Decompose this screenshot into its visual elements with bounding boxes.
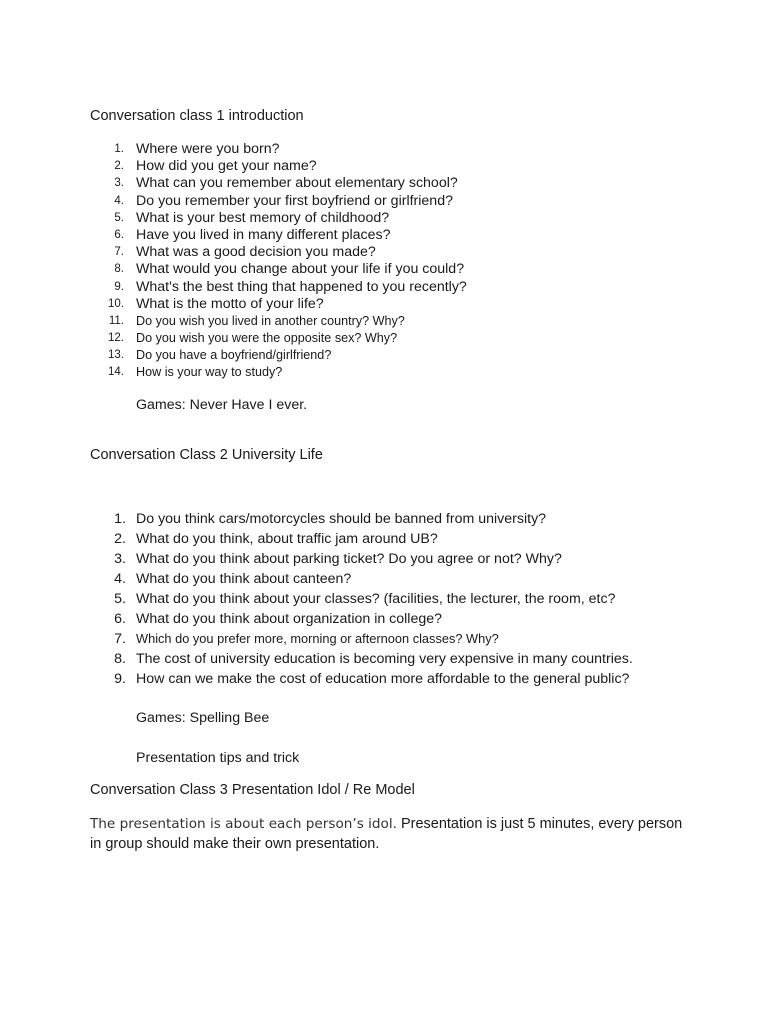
item-number: 12.	[108, 332, 124, 345]
item-number: 5.	[114, 211, 124, 224]
item-number: 2.	[114, 160, 124, 173]
item-text: What do you think about organization in college?	[136, 611, 443, 627]
item-number: 1.	[114, 143, 124, 155]
item-text: Which do you prefer more, morning or afternoon classes? Why?	[136, 631, 499, 646]
item-text: What do you think about canteen?	[136, 571, 352, 587]
item-text: What's the best thing that happened to you recently?	[136, 278, 467, 295]
item-text: What is your best memory of childhood?	[136, 209, 390, 226]
item-text: What would you change about your life if you could?	[136, 261, 465, 278]
section-2-title: Conversation Class 2 University Life	[90, 447, 323, 463]
item-number: 4.	[114, 571, 126, 587]
item-number: 8.	[114, 651, 126, 667]
paragraph-part-2: Presentation is just 5 minutes, every person in group should make their own presentation.	[90, 816, 683, 852]
section-1-games: Games: Never Have I ever.	[136, 397, 308, 413]
item-text: Do you wish you were the opposite sex? Why?	[136, 331, 398, 346]
item-text: Do you remember your first boyfriend or girlfriend?	[136, 192, 453, 209]
item-text: Do you have a boyfriend/girlfriend?	[136, 348, 332, 363]
item-text: What was a good decision you made?	[136, 244, 376, 261]
item-text: How is your way to study?	[136, 365, 283, 380]
item-number: 6.	[114, 611, 126, 627]
item-text: The cost of university education is becoming very expensive in many countries.	[136, 651, 633, 667]
item-number: 9.	[114, 671, 126, 687]
item-number: 14.	[108, 366, 124, 379]
item-text: Do you think cars/motorcycles should be banned from university?	[136, 511, 547, 527]
item-text: Where were you born?	[136, 141, 280, 157]
item-text: How did you get your name?	[136, 158, 317, 175]
item-text: What do you think, about traffic jam around UB?	[136, 531, 438, 547]
paragraph-part-1: The presentation is about each person’s idol.	[90, 816, 397, 832]
section-3-title: Conversation Class 3 Presentation Idol / Re Model	[90, 782, 415, 798]
item-number: 7.	[114, 631, 126, 647]
item-text: How can we make the cost of education more affordable to the general public?	[136, 671, 630, 687]
item-number: 8.	[114, 263, 124, 276]
item-number: 2.	[114, 531, 126, 547]
item-number: 1.	[114, 511, 126, 527]
item-number: 3.	[114, 551, 126, 567]
section-1-title: Conversation class 1 introduction	[90, 108, 304, 124]
item-number: 9.	[114, 280, 124, 293]
item-text: What can you remember about elementary school?	[136, 175, 458, 192]
item-number: 5.	[114, 591, 126, 607]
item-text: What is the motto of your life?	[136, 295, 324, 312]
item-text: Do you wish you lived in another country? Why?	[136, 313, 405, 328]
item-text: Have you lived in many different places?	[136, 226, 391, 243]
item-number: 4.	[114, 194, 124, 207]
section-2-tips: Presentation tips and trick	[136, 750, 300, 766]
item-number: 13.	[108, 349, 124, 362]
item-number: 6.	[114, 228, 124, 241]
item-number: 11.	[108, 314, 124, 327]
section-2-games: Games: Spelling Bee	[136, 710, 270, 726]
section-3-paragraph	[90, 814, 690, 854]
item-number: 10.	[108, 297, 124, 310]
item-number: 3.	[114, 177, 124, 190]
item-text: What do you think about parking ticket? Do you agree or not? Why?	[136, 551, 562, 567]
item-text: What do you think about your classes? (facilities, the lecturer, the room, etc?	[136, 591, 616, 607]
item-number: 7.	[114, 246, 124, 259]
